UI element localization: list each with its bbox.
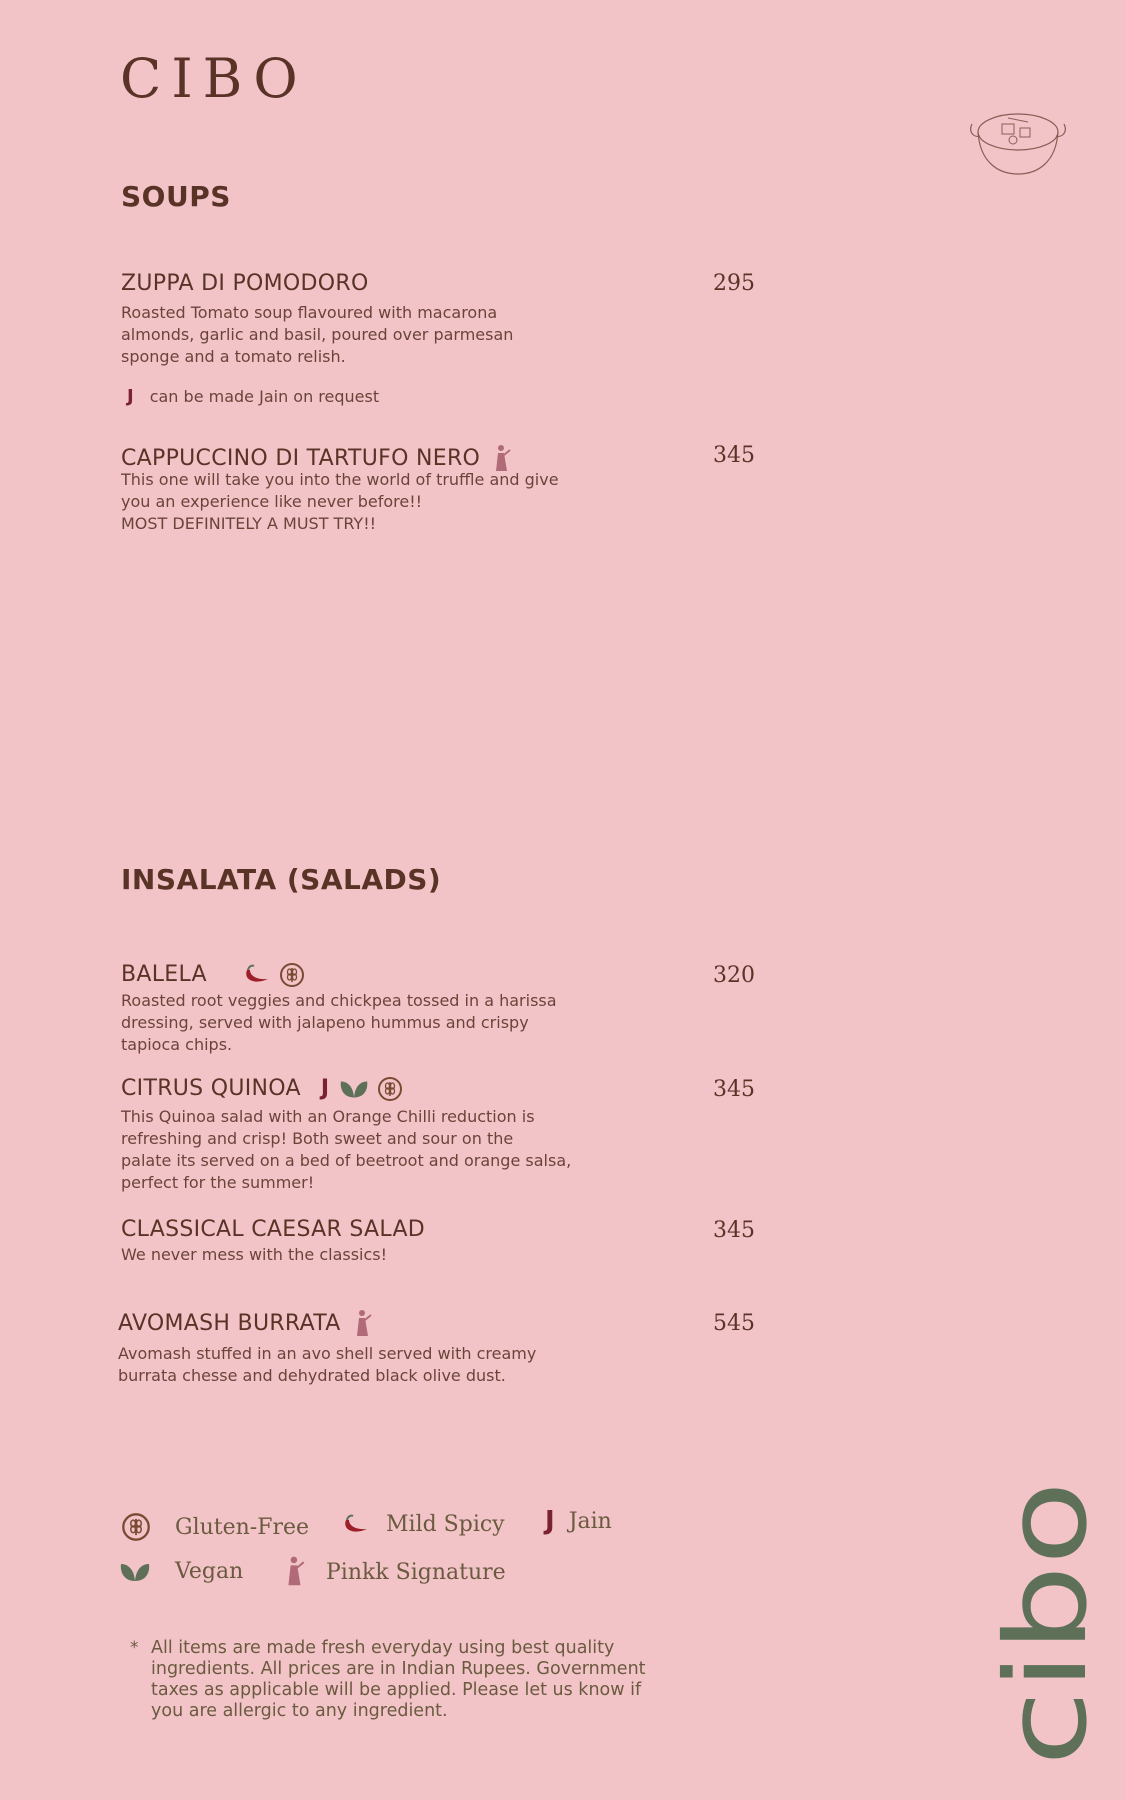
jain-note: J can be made Jain on request [127,386,380,407]
menu-item-name: CAPPUCCINO DI TARTUFO NERO [121,444,520,474]
chili-icon [340,1513,370,1537]
jain-icon: J [545,1506,555,1536]
soups-section-title: SOUPS [121,180,231,213]
menu-item-price: 345 [713,443,755,468]
menu-item-description: This Quinoa salad with an Orange Chilli reduction is refreshing and crisp! Both sweet and sour on the palate its served on a bed of beetroot and orange salsa, perfect for the summer! [121,1107,572,1192]
vegan-leaf-icon [339,1078,369,1100]
gluten-free-icon [279,962,305,988]
legend-mild-spicy: Mild Spicy [340,1512,505,1537]
menu-item-name: CLASSICAL CAESAR SALAD [121,1217,426,1242]
menu-item-description: Roasted root veggies and chickpea tossed in a harissa dressing, served with jalapeno hummus and crispy tapioca chips. [121,991,557,1054]
menu-item-price: 345 [713,1218,755,1243]
gluten-free-icon [377,1076,403,1102]
legend-signature: Pinkk Signature [284,1555,506,1589]
menu-item-name: CITRUS QUINOA J [121,1076,411,1102]
menu-item-price: 320 [713,963,755,988]
legend-gluten-free: Gluten-Free [121,1512,309,1542]
gluten-free-icon [121,1512,151,1542]
chili-icon [241,964,271,986]
menu-item-price: 345 [713,1077,755,1102]
signature-figure-icon [284,1555,306,1589]
vertical-brand-logo [982,1476,1112,1766]
jain-icon: J [320,1076,330,1101]
legend-jain: J Jain [545,1506,612,1536]
menu-item-price: 295 [713,271,755,296]
footnote-marker: * [130,1638,139,1658]
menu-item-description: Roasted Tomato soup flavoured with macarona almonds, garlic and basil, poured over parmesan sponge and a tomato relish. [121,303,514,366]
menu-item-description: We never mess with the classics! [121,1245,388,1264]
menu-item-description: This one will take you into the world of truffle and give you an experience like never before!! MOST DEFINITELY A MUST TRY!! [121,470,559,533]
jain-icon: J [127,386,134,407]
menu-item-name: ZUPPA DI POMODORO [121,271,369,296]
menu-item-description: Avomash stuffed in an avo shell served with creamy burrata chesse and dehydrated black olive dust. [118,1344,537,1385]
menu-item-name: AVOMASH BURRATA [118,1309,381,1339]
vegan-leaf-icon [119,1560,151,1584]
signature-figure-icon [353,1309,373,1339]
pot-illustration-icon [968,102,1068,180]
salads-section-title: INSALATA (SALADS) [121,863,442,896]
footnote-text: All items are made fresh everyday using best quality ingredients. All prices are in Indian Rupees. Government taxes as applicable will be applied. Please let us know if you are allergic to any ingredient. [151,1638,646,1721]
menu-item-price: 545 [713,1311,755,1336]
brand-logo: CIBO [120,47,308,110]
legend-vegan: Vegan [119,1559,243,1584]
menu-item-name: BALELA [121,962,313,988]
svg-text:cibo: cibo [982,1533,1112,1766]
